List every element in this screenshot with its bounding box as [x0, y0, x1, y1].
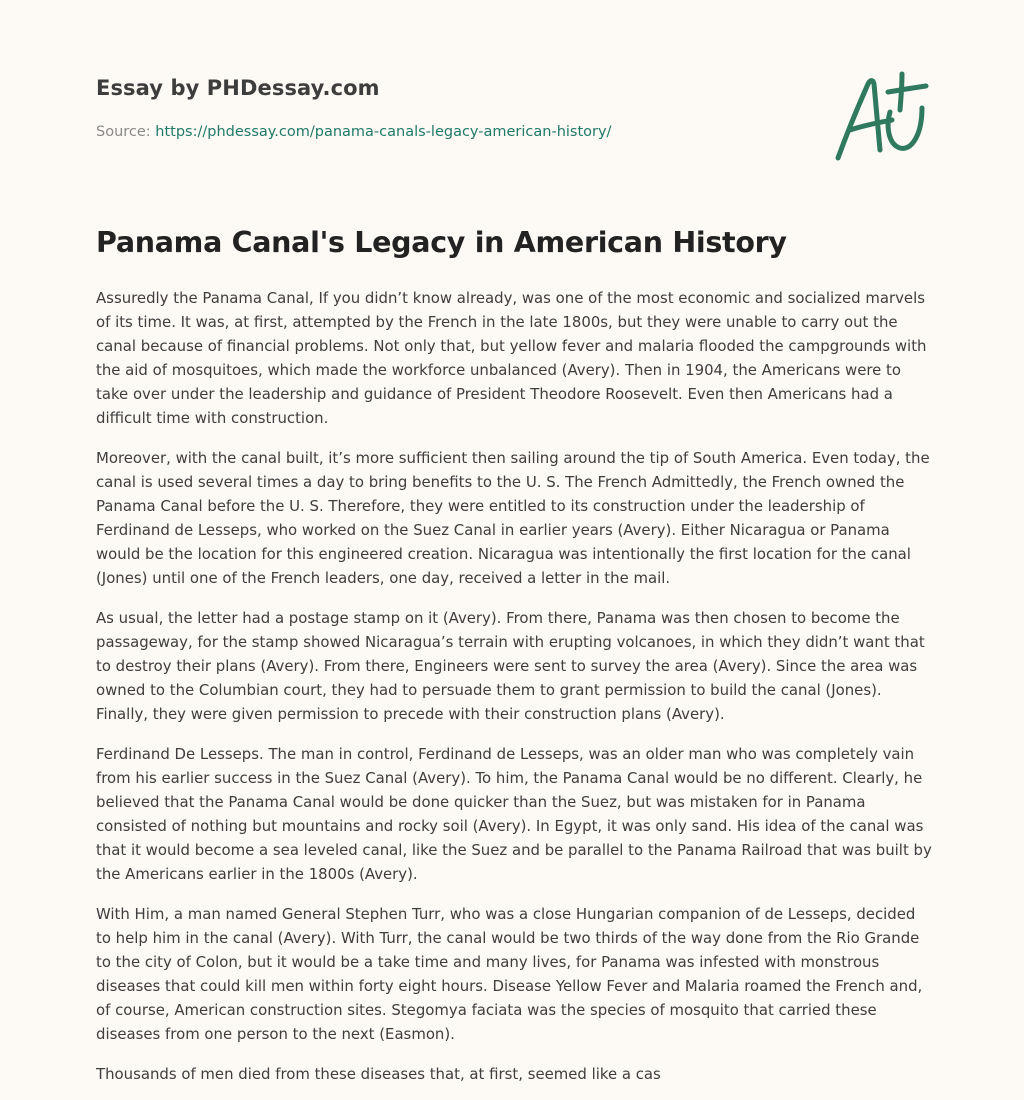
essay-title: Panama Canal's Legacy in American History	[96, 226, 787, 259]
essay-paragraph: As usual, the letter had a postage stamp on it (Avery). From there, Panama was then chosen to become the passageway, for the stamp showed Nicaragua’s terrain with erupting volcanoes, in which they didn’t want that to destroy their plans (Avery). From there, Engineers were sent to survey the area (Avery). Since the area was owned to the Columbian court, they had to persuade them to grant permission to build the canal (Jones). Finally, they were given permission to precede with their construction plans (Avery).	[96, 609, 925, 723]
essay-paragraph: Assuredly the Panama Canal, If you didn’t know already, was one of the most economic and socialized marvels of its time. It was, at first, attempted by the French in the late 1800s, but they were unable to carry out the canal because of financial problems. Not only that, but yellow fever and malaria flooded the campgrounds with the aid of mosquitoes, which made the workforce unbalanced (Avery). Then in 1904, the Americans were to take over under the leadership and guidance of President Theodore Roosevelt. Even then Americans had a difficult time with construction.	[96, 289, 927, 427]
essay-paragraph: With Him, a man named General Stephen Turr, who was a close Hungarian companion of de Lesseps, decided to help him in the canal (Avery). With Turr, the canal would be two thirds of the way done from the Rio Grande to the city of Colon, but it would be a take time and many lives, for Panama was infested with monstrous diseases that could kill men within forty eight hours. Disease Yellow Fever and Malaria roamed the French and, of course, American construction sites. Stegomya faciata was the species of mosquito that carried these diseases from one person to the next (Easmon).	[96, 905, 923, 1043]
essay-paragraph: Ferdinand De Lesseps. The man in control, Ferdinand de Lesseps, was an older man who was completely vain from his earlier success in the Suez Canal (Avery). To him, the Panama Canal would be no different. Clearly, he believed that the Panama Canal would be done quicker than the Suez, but was mistaken for in Panama consisted of nothing but mountains and rocky soil (Avery). In Egypt, it was only sand. His idea of the canal was that it would become a sea leveled canal, like the Suez and be parallel to the Panama Railroad that was built by the Americans earlier in the 1800s (Avery).	[96, 745, 932, 883]
essay-body	[96, 286, 932, 1100]
essay-paragraph: Thousands of men died from these diseases that, at first, seemed like a cas	[96, 1065, 661, 1083]
source-label: Source:	[96, 124, 151, 140]
source-link[interactable]: https://phdessay.com/panama-canals-legacy-american-history/	[155, 124, 612, 140]
source-line	[96, 124, 611, 140]
essay-paragraph: Moreover, with the canal built, it’s more sufficient then sailing around the tip of South America. Even today, the canal is used several times a day to bring benefits to the U. S. The French Admittedly, the French owned the Panama Canal before the U. S. Therefore, they were entitled to its construction under the leadership of Ferdinand de Lesseps, who worked on the Suez Canal in earlier years (Avery). Either Nicaragua or Panama would be the location for this engineered creation. Nicaragua was intentionally the first location for the canal (Jones) until one of the French leaders, one day, received a letter in the mail.	[96, 449, 930, 587]
site-header	[96, 0, 928, 215]
a-plus-logo-icon	[828, 66, 932, 166]
site-brand: Essay by PHDessay.com	[96, 76, 380, 100]
